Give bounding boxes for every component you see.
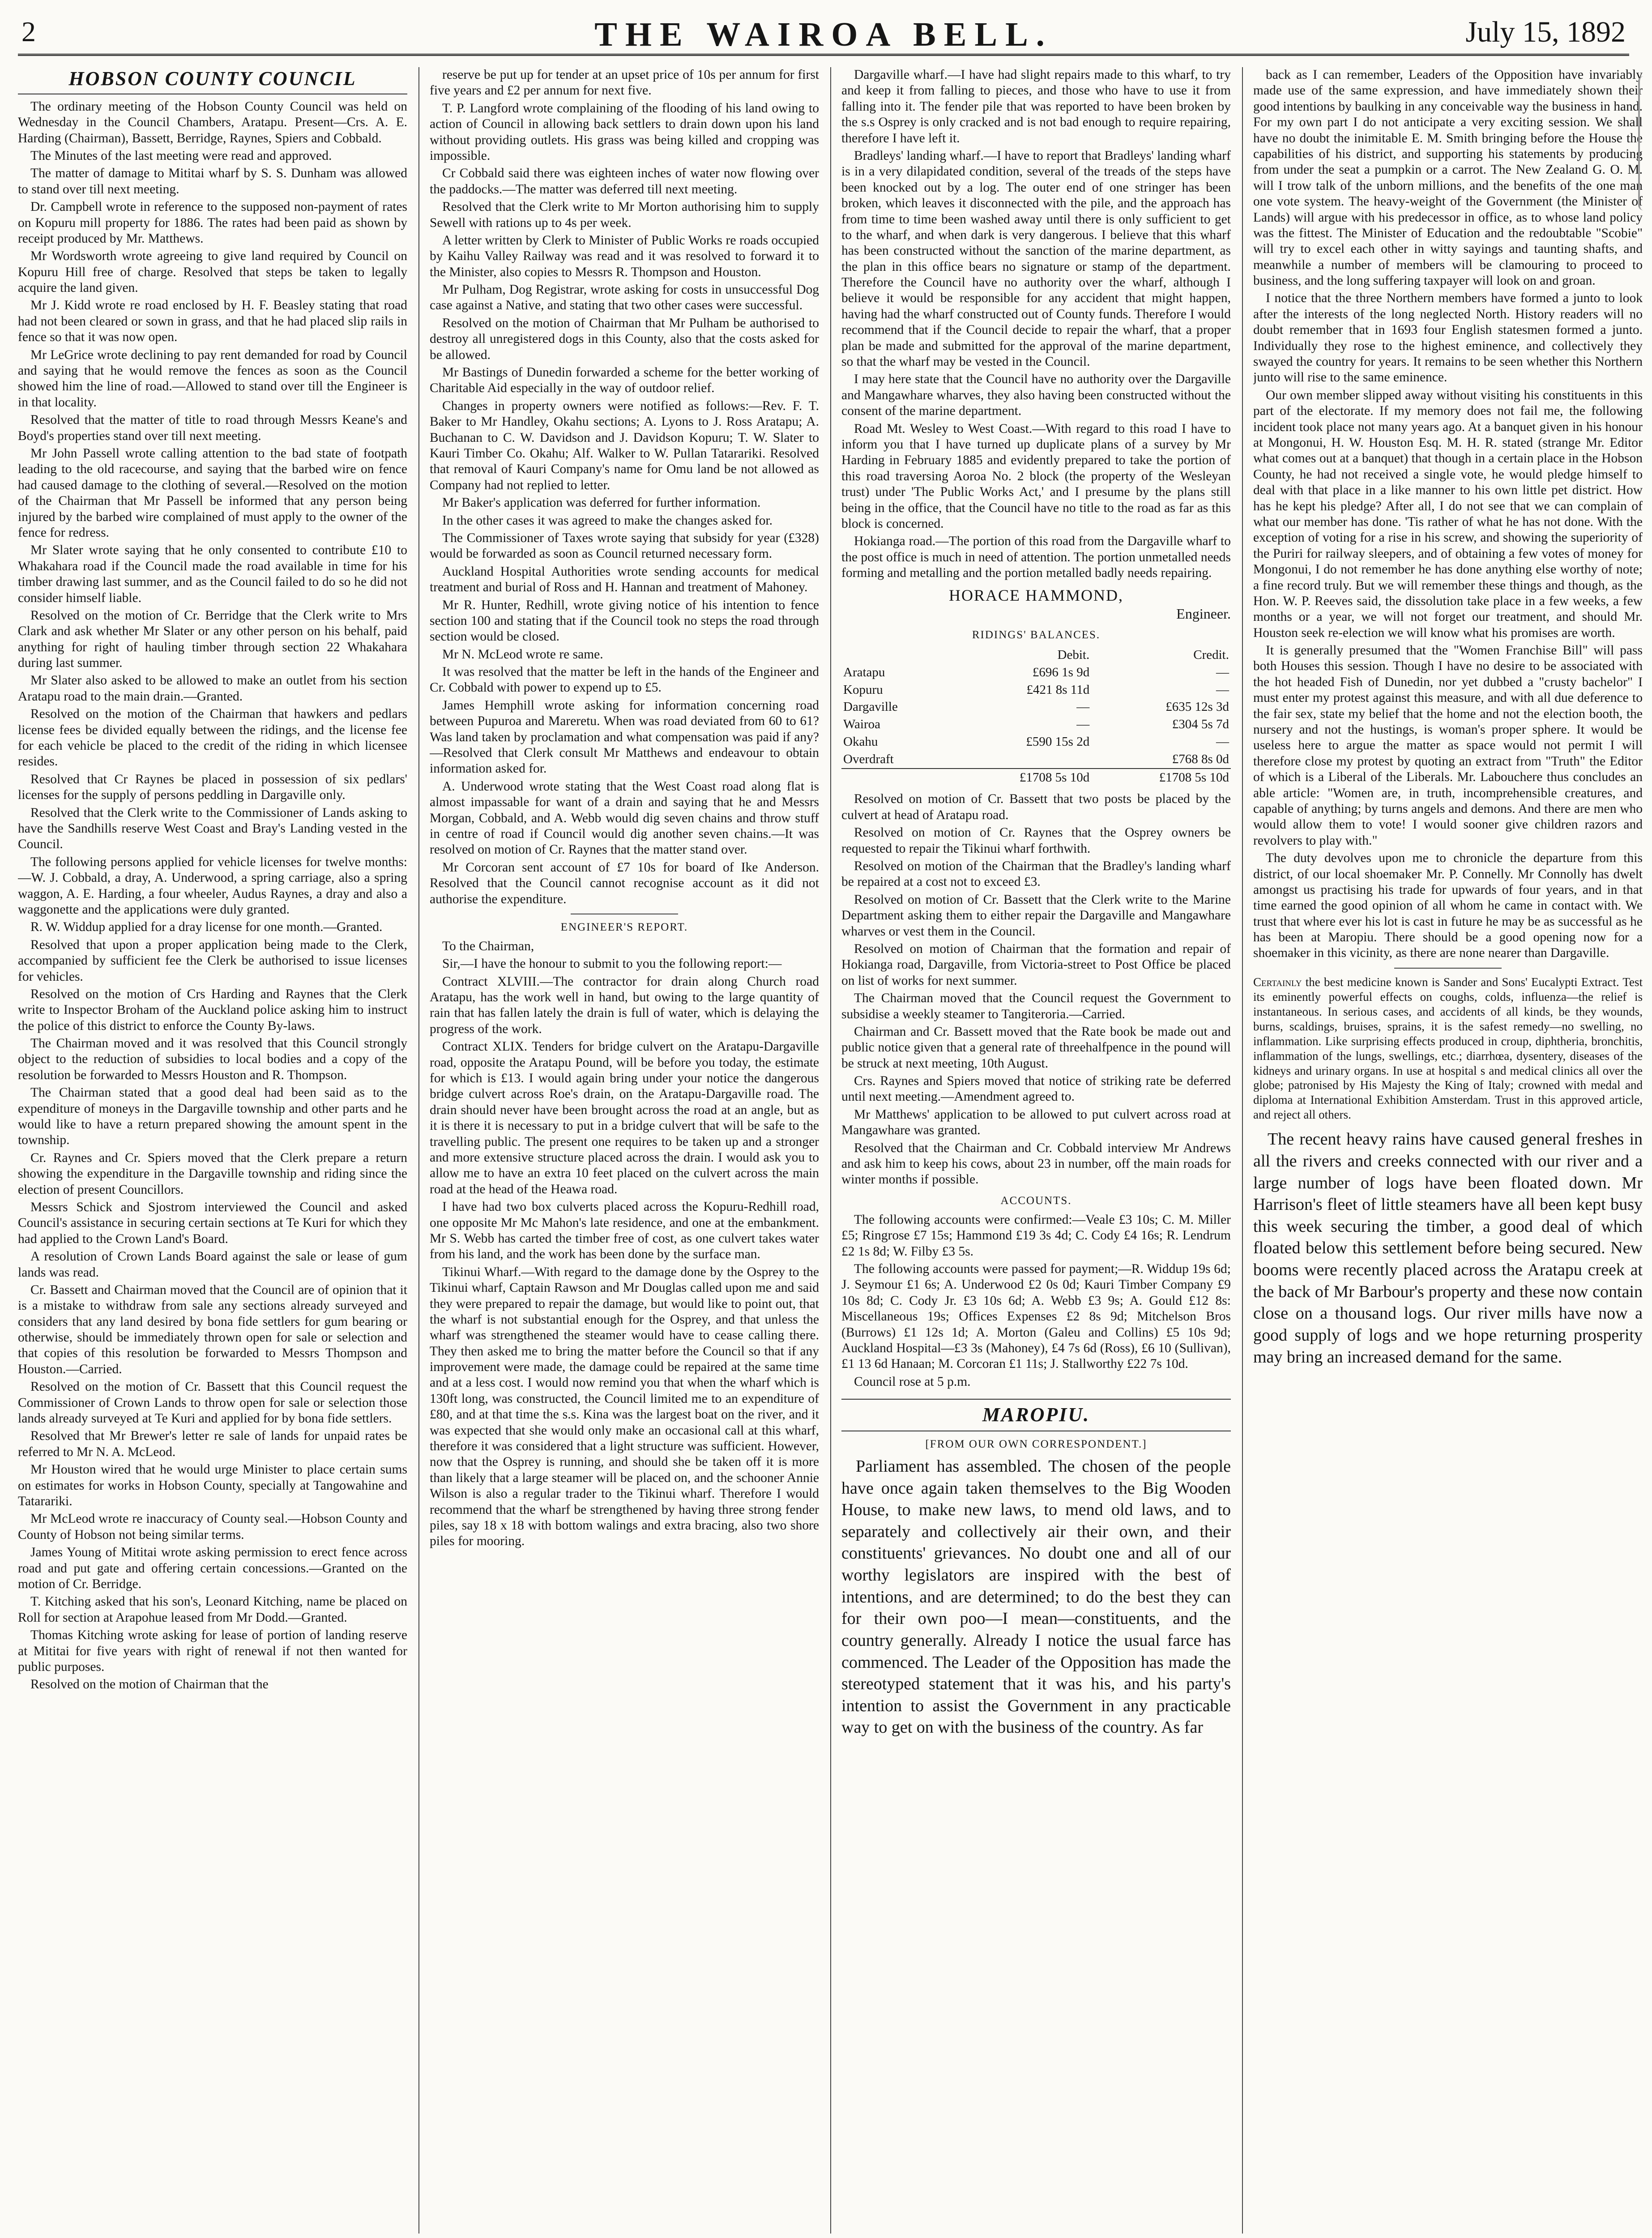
paragraph: The recent heavy rains have caused general freshes in all the rivers and creeks connected with our river and a large number of logs have been floated down. Mr Harrison's fleet of little steamers have all been kept busy this week securing the timber, a good deal of which floated below this settlement before being secured. New booms were recently placed across the Aratapu creek at the back of Mr Barbour's property and these now contain close on a thousand logs. Our river mills have now a good supply of logs and we hope returning prosperity may bring an increased demand for the same.	[1253, 1130, 1643, 1367]
paragraph: Auckland Hospital Authorities wrote sending accounts for medical treatment and burial of Ross and H. Hannan and treatment of Mahoney.	[430, 564, 819, 595]
column-rule	[1242, 67, 1243, 2234]
paragraph: T. Kitching asked that his son's, Leonard Kitching, name be placed on Roll for section at Arapohue leased from Mr Dodd.—Granted.	[18, 1594, 407, 1625]
paragraph: A letter written by Clerk to Minister of Public Works re roads occupied by Kaihu Valley Railway was read and it was resolved to forward it to the Minister, also copies to Messrs R. Thompson and Houston.	[430, 233, 819, 279]
paragraph: Mr Pulham, Dog Registrar, wrote asking for costs in unsuccessful Dog case against a Native, and stating that two other cases were successful.	[430, 282, 819, 313]
article-heading-hobson: HOBSON COUNTY COUNCIL	[18, 67, 407, 94]
paragraph: Sir,—I have the honour to submit to you the following report:—	[442, 957, 782, 971]
paragraph: Resolved on the motion of Chairman that Mr Pulham be authorised to destroy all unregistered dogs in this County, also that the costs asked for be allowed.	[430, 316, 819, 362]
paragraph: Resolved on the motion of the Chairman that hawkers and pedlars license fees be divided equally between the ridings, and the license fee for each vehicle be placed to the credit of the riding in which licensee resides.	[18, 707, 407, 769]
article-heading-maropiu: MAROPIU.	[841, 1399, 1231, 1431]
paragraph: Resolved that Mr Brewer's letter re sale of lands for unpaid rates be referred to Mr N. A. McLeod.	[18, 1429, 407, 1459]
table-header-cell	[841, 646, 952, 664]
paragraph: Resolved on the motion of Cr. Berridge that the Clerk write to Mrs Clark and ask whether Mr Slater or any other person on his behalf, paid anything for right of hauling timber through section 22 Whakahara during last summer.	[18, 608, 407, 671]
paragraph: The ordinary meeting of the Hobson County Council was held on Wednesday in the Council Chambers, Aratapu. Present—Crs. A. E. Harding (Chairman), Bassett, Berridge, Raynes, Spiers and Cobbald.	[18, 99, 407, 145]
table-cell-credit: —	[1216, 735, 1229, 749]
correspondent-line: [FROM OUR OWN CORRESPONDENT.]	[925, 1438, 1147, 1450]
paragraph: Resolved on the motion of Chairman that the	[30, 1677, 269, 1692]
paragraph: Resolved on motion of the Chairman that the Bradley's landing wharf be repaired at a cost not to exceed £3.	[841, 859, 1231, 889]
total-credit: £1708 5s 10d	[1091, 769, 1231, 786]
paragraph: Contract XLIX. Tenders for bridge culvert on the Aratapu-Dargaville road, opposite the Aratapu Pound, will be before you today, the estimate for which is £13. I would again bring under your notice the dangerous bridge culvert across Roe's drain, on the Aratapu-Dargaville road. The drain should never have been brought across the road at an angle, but as it is there it is necessary to put in a bridge culvert that will be safe to the travelling public. The present one requires to be taken up and a stronger and more extensive structure placed across the drain. I would ask you to allow me to have an extra 10 feet placed on the culvert across the main road at the head of the Heawa road.	[430, 1039, 819, 1196]
paragraph: Mr Slater wrote saying that he only consented to contribute £10 to Whakahara road if the Council made the road available in time for his timber drawing last summer, and as the Council failed to do so he did not consider himself liable.	[18, 543, 407, 605]
paragraph: Dargaville wharf.—I have had slight repairs made to this wharf, to try and keep it from falling to pieces, and those who have to use it from falling into it. The fender pile that was reported to have been broken by the s.s Osprey is only cracked and is not bad enough to require repairing, therefore I have left it.	[841, 68, 1231, 145]
paragraph: Mr N. McLeod wrote re same.	[442, 647, 603, 662]
table-body	[841, 664, 1231, 769]
paragraph: The following accounts were passed for payment;—R. Widdup 19s 6d; J. Seymour £1 6s; A. Underwood £2 0s 0d; Kauri Timber Company £9 10s 8d; C. Cody Jr. £3 10s 6d; A. Webb £3 9s; A. Gould £12 8s: Miscellaneous 19s; Offices Expenses £2 8s 9d; Mitchelson Bros (Burrows) £1 12s 1d; A. Morton (Galeu and Collins) £5 10s 9d; Auckland Hospital—£3 3s (Mahoney), £4 7s 6d (Ross), £6 10 (Sullivan), £1 13 6d Hanaan; M. Corcoran £1 11s; J. Stallworthy £22 7s 10d.	[841, 1262, 1231, 1371]
paragraph: In the other cases it was agreed to make the changes asked for.	[442, 513, 773, 528]
paragraph: Resolved that the Clerk write to the Commissioner of Lands asking to have the Sandhills reserve West Coast and Bray's Landing vested in the Council.	[18, 805, 407, 852]
paragraph: I notice that the three Northern members have formed a junto to look after the interests of the long neglected North. History readers will no doubt remember that in 1693 four English statesmen formed a junto. Individually they rose to the highest eminence, and collectively they swayed the country for years. It remains to be seen whether this Northern junto will rise to the same eminence.	[1253, 291, 1643, 385]
paragraph: It is generally presumed that the "Women Franchise Bill" will pass both Houses this session. Though I have no desire to be associated with the hot headed Fish of Dunedin, nor yet dubbed a "crusty bachelor" I must enter my protest against this measure, and with all due deference to the fair sex, state my belief that the home and not the election booth, the nursery and not the hustings, is woman's proper sphere. It would be useless here to argue the matter as space would not permit I will therefore close my protest by quoting an extract from "Truth" the Editor of which is a Liberal of the Liberals. Mr. Labouchere thus concludes an able article: "Women are, in truth, incomprehensible creatures, and capable of anything; by turns angels and demons. And there are men who would allow them to vote! I would sooner give children razors and revolvers to play with."	[1253, 643, 1643, 848]
table-cell-debit: £696 1s 9d	[1032, 665, 1090, 679]
engineer-signature: HORACE HAMMOND,	[948, 586, 1124, 604]
paragraph: It was resolved that the matter be left in the hands of the Engineer and Cr. Cobbald with power to expend up to £5.	[430, 665, 819, 695]
table-row	[841, 698, 1231, 716]
engineers-report-cont	[841, 67, 1231, 581]
accounts-heading: ACCOUNTS.	[1000, 1194, 1072, 1207]
column-2	[430, 67, 819, 2234]
table-total-row	[841, 769, 1231, 786]
paragraph: Resolved on motion of Cr. Raynes that the Osprey owners be requested to repair the Tikinui wharf forthwith.	[841, 825, 1231, 856]
paragraph: A resolution of Crown Lands Board against the sale or lease of gum lands was read.	[18, 1249, 407, 1280]
table-row	[841, 664, 1231, 681]
paragraph: Crs. Raynes and Spiers moved that notice of striking rate be deferred until next meeting.—Amendment agreed to.	[841, 1074, 1231, 1104]
paragraph: Mr Corcoran sent account of £7 10s for board of Ike Anderson. Resolved that the Council cannot recognise account as it did not authorise the expenditure.	[430, 860, 819, 906]
table-cell-name: Dargaville	[843, 700, 898, 714]
paragraph: Chairman and Cr. Bassett moved that the Rate book be made out and public notice given that a general rate of threehalfpence in the pound will be struck at next meeting, 10th August.	[841, 1024, 1231, 1071]
table-cell-name: Kopuru	[843, 682, 883, 697]
paragraph: Our own member slipped away without visiting his constituents in this part of the electorate. If my memory does not fail me, the following incident took place not many years ago. At a banquet given in his honour at Mongonui, H. W. Houston Esq. M. H. R. stated (strange Mr. Editor what comes out at a banquet) that though in a certain place in the Hobson County, he had not received a single vote, he would pledge himself to deal with that place in a like manner to his own little pet district. How has he kept his pledge? After all, I do not see that we can complain of what our member has done. 'Tis rather of what he has not done. With the exception of voting for a rise in his screw, and showing the superiority of the Puriri for railway sleepers, and of obtaining a few votes of money for Mongonui, I do not remember he has done anything else worthy of note; a fine record truly. But we will remember these things and though, as the Hon. W. P. Reeves said, the dissolution take place in a few weeks, a few months or a year, we will not forget our treatment, and should Mr. Houston seek re-election we will know what his promises are worth.	[1253, 388, 1643, 640]
paragraph: Dr. Campbell wrote in reference to the supposed non-payment of rates on Kopuru mill property for 1886. The rates had been paid as shown by receipt produced by Mr. Matthews.	[18, 200, 407, 246]
table-cell-debit: —	[1076, 700, 1090, 714]
article-body-hobson	[18, 99, 407, 1693]
paragraph: Road Mt. Wesley to West Coast.—With regard to this road I have to inform you that I have turned up duplicate plans of a survey by Mr Harding in February 1885 and evidently prepared to take the portion of this road traversing Aoroa No. 2 block (the property of the Wesleyan trust) under 'The Public Works Act,' and I presume by the plans still being in the office, that the Council have no title to the road as far as this block is concerned.	[841, 421, 1231, 531]
local-news-body	[1253, 1128, 1643, 1368]
paragraph: I may here state that the Council have no authority over the Dargaville and Mangawhare wharves, they also having been constructed without the consent of the marine department.	[841, 372, 1231, 419]
paragraph: The Chairman moved that the Council request the Government to subsidise a weekly steamer to Tangiteroria.—Carried.	[841, 991, 1231, 1021]
column-4	[1253, 67, 1643, 2234]
table-cell-name: Aratapu	[843, 665, 885, 679]
paragraph: Tikinui Wharf.—With regard to the damage done by the Osprey to the Tikinui wharf, Captain Rawson and Mr Douglas called upon me and said they were prepared to repair the damage, but would like to point out, that the wharf is not substantial enough for the Osprey, and that unless the wharf was strengthened the steamer would have to cease calling there. They then asked me to bring the matter before the Council so that if any improvement were made, the damage could be repaired at the same time and at a less cost. I would now remind you that when the wharf which is 130ft long, was constructed, the Council limited me to an expenditure of £80, and at that time the s.s. Kina was the largest boat on the river, and it was expected that she would only make an occasional call at this wharf, therefore it was considered that a light structure was sufficient. However, now that the Osprey is running, and should she be taken off it is more than likely that a large steamer will be placed on, and the schooner Annie Wilson is also a regular trader to the Tikinui wharf. Therefore I would recommend that the wharf be strengthened by having three strong fender piles, say 18 x 18 with bottom walings and extra bracing, also two shore piles for mooring.	[430, 1264, 819, 1549]
paragraph: To the Chairman,	[442, 939, 534, 953]
table-header-row	[841, 646, 1231, 664]
table-cell-name: Overdraft	[843, 752, 894, 766]
table-cell-name: Okahu	[843, 735, 878, 749]
section-separator	[1394, 968, 1502, 969]
paragraph: The Commissioner of Taxes wrote saying that subsidy for year (£328) would be forwarded as soon as Council returned necessary form.	[430, 530, 819, 561]
ad-text: the best medicine known is Sander and Sons' Eucalypti Extract. Test its eminently powerful effects on coughs, colds, influenza—the relief is instantaneous. In serious cases, and accidents of all kinds, be they wounds, burns, scaldings, bruises, sprains, it is the safest remedy—no swelling, no inflammation. Like surprising effects produced in croup, diphtheria, bronchitis, inflammation of the lungs, swellings, etc.; diarrhœa, dysentery, diseases of the kidneys and urinary organs. In use at hospital s and medical clinics all over the globe; patronised by His Majesty the King of Italy; crowned with medal and diploma at International Exhibition Amsterdam. Trust in this approved article, and reject all others.	[1253, 975, 1643, 1122]
paragraph: Thomas Kitching wrote asking for lease of portion of landing reserve at Mititai for five years with right of renewal if not then wanted for public purposes.	[18, 1628, 407, 1674]
table-cell-debit	[952, 751, 1091, 769]
table-header-cell: Credit.	[1193, 648, 1229, 662]
article-body-maropiu	[841, 1456, 1231, 1738]
article-body-maropiu-cont	[1253, 67, 1643, 961]
paragraph: Cr. Bassett and Chairman moved that the Council are of opinion that it is a mistake to withdraw from sale any sections already surveyed and considers that any land desired by bona fide settlers for gum bearing or otherwise, should be immediately thrown open for sale or selection and that copies of this resolution be forwarded to Messrs Thompson and Houston.—Carried.	[18, 1282, 407, 1376]
paragraph: Hokianga road.—The portion of this road from the Dargaville wharf to the post office is much in need of attention. The portion unmetalled needs forming and metalling and the portion metalled badly needs repairing.	[841, 534, 1231, 581]
table-cell-credit: £635 12s 3d	[1165, 700, 1229, 714]
paragraph: Mr Baker's application was deferred for further information.	[442, 495, 761, 510]
paragraph: Cr Cobbald said there was eighteen inches of water now flowing over the paddocks.—The matter was deferred till next meeting.	[430, 166, 819, 196]
table-cell-debit: £590 15s 2d	[1026, 735, 1090, 749]
table-row	[841, 716, 1231, 733]
paragraph: Messrs Schick and Sjostrom interviewed the Council and asked Council's assistance in securing certain sections at Te Kuri for which they had applied to the Crown Land's Board.	[18, 1200, 407, 1246]
paragraph: back as I can remember, Leaders of the Opposition have invariably made use of the same expression, and have immediately shown their good intentions by baulking in any conceivable way the business in hand. For my own part I do not anticipate a very exciting session. We shall have no doubt the inimitable E. M. Smith bringing before the House the capabilities of his district, and supporting his statements by producing from under the seat a pumpkin or a carrot. The New Zealand G. O. M. will I trow talk of the unborn millions, and the benefits of the one man one vote system. The heavy-weight of the Government (the Minister of Lands) will argue with his predecessor in office, as to whose land policy was the fittest. The Minister of Education and the redoubtable "Scobie" will try to excel each other in witty sayings and taunting shafts, and meanwhile a number of members will be clamouring to proceed to business, and the long suffering taxpayer will look on and groan.	[1253, 68, 1643, 288]
paragraph: Resolved on motion of Cr. Bassett that two posts be placed by the culvert at head of Aratapu road.	[841, 792, 1231, 822]
paragraph: I have had two box culverts placed across the Kopuru-Redhill road, one opposite Mr Mc Mahon's late residence, and one at the embankment. Mr S. Webb has carted the timber free of cost, as one culvert takes water from his land, and the work has been done by the surface man.	[430, 1200, 819, 1262]
paragraph: James Young of Mititai wrote asking permission to erect fence across road and put gate and offering certain concessions.—Granted on the motion of Cr. Berridge.	[18, 1545, 407, 1591]
paragraph: Mr Bastings of Dunedin forwarded a scheme for the better working of Charitable Aid especially in the way of outdoor relief.	[430, 365, 819, 396]
page-number: 2	[21, 16, 36, 47]
newspaper-title: THE WAIROA BELL.	[594, 16, 1053, 53]
paragraph: Mr J. Kidd wrote re road enclosed by H. F. Beasley stating that road had not been cleared or sown in grass, and that he had placed slip rails in fence so that it was now open.	[18, 298, 407, 345]
paragraph: A. Underwood wrote stating that the West Coast road along flat is almost impassable for want of a drain and saying that he and Messrs Morgan, Cobbald, and A. Webb would dig seven chains and throw stuff in centre of road if Council would dig another seven chains.—It was resolved on motion of Cr. Raynes that the matter stand over.	[430, 779, 819, 857]
page-edge-mark	[1638, 76, 1649, 210]
paragraph: Mr Slater also asked to be allowed to make an outlet from his section Aratapu road to the main drain.—Granted.	[18, 673, 407, 704]
paragraph: Mr LeGrice wrote declining to pay rent demanded for road by Council and saying that he would remove the fences as soon as the Council showed him the line of road.—Allowed to stand over till the Engineer is in that locality.	[18, 347, 407, 410]
paragraph: Mr John Passell wrote calling attention to the bad state of footpath leading to the old racecourse, and saying that the barbed wire on fence had caused damage to the clothing of several.—Resolved on the motion of the Chairman that Mr Passell be informed that any person being injured by the barbed wire complained of must apply to the owner of the fence for redress.	[18, 446, 407, 540]
paragraph: Mr Wordsworth wrote agreeing to give land required by Council on Kopuru Hill free of charge. Resolved that steps be taken to legally acquire the land given.	[18, 249, 407, 295]
paragraph: The following persons applied for vehicle licenses for twelve months:—W. J. Cobbald, a dray, A. Underwood, a spring carriage, also a spring waggon, A. E. Harding, a four wheeler, Audus Raynes, a dray and also a waggonette and the applications were duly granted.	[18, 854, 407, 917]
paragraph: Changes in property owners were notified as follows:—Rev. F. T. Baker to Mr Handley, Okahu sections; A. Lyons to J. Ross Aratapu; A. Buchanan to C. W. Davidson and J. Davidson Kopuru; T. W. Slater to Kauri Timber Co. Okahu; Alf. Walker to W. Pullan Tatarariki. Resolved that removal of Kauri Company's name for Omu land be not allowed as Company had not replied to letter.	[430, 398, 819, 492]
balances-heading: RIDINGS' BALANCES.	[972, 629, 1101, 641]
paragraph: The matter of damage to Mititai wharf by S. S. Dunham was allowed to stand over till next meeting.	[18, 166, 407, 196]
paragraph: Resolved that upon a proper application being made to the Clerk, accompanied by sufficient fee the Clerk be authorised to issue licenses for vehicles.	[18, 937, 407, 984]
paragraph: The Chairman moved and it was resolved that this Council strongly object to the reduction of subsidies to local bodies and a copy of the resolution be forwarded to Messrs Houston and R. Thompson.	[18, 1036, 407, 1082]
table-row	[841, 733, 1231, 751]
ridings-balances-table	[841, 646, 1231, 786]
table-cell-credit: —	[1216, 665, 1229, 679]
article-body-hobson-cont	[430, 67, 819, 907]
paragraph: R. W. Widdup applied for a dray license for one month.—Granted.	[30, 920, 383, 935]
paragraph: The Chairman stated that a good deal had been said as to the expenditure of moneys in the Dargaville township and other parts and he would like to have a return prepared showing the amount spent in the township.	[18, 1085, 407, 1148]
paragraph: Mr Matthews' application to be allowed to put culvert across road at Mangawhare was granted.	[841, 1107, 1231, 1138]
engineers-report-body	[430, 939, 819, 1550]
table-cell-debit: £421 8s 11d	[1026, 682, 1090, 697]
paragraph: Resolved on the motion of Cr. Bassett that this Council request the Commissioner of Crown Lands to throw open for sale or selection those lands already surveyed at Te Kuri and applied for by bona fide settlers.	[18, 1380, 407, 1426]
paragraph: Mr Houston wired that he would urge Minister to place certain sums on estimates for works in Hobson County, specially at Tangowahine and Tatarariki.	[18, 1462, 407, 1508]
column-rule	[418, 67, 419, 2234]
masthead	[18, 13, 1629, 56]
table-cell-debit: —	[1076, 717, 1090, 732]
paragraph: Resolved that the Clerk write to Mr Morton authorising him to supply Sewell with rations up to 4s per week.	[430, 200, 819, 230]
column-1	[18, 67, 407, 2234]
paragraph: Mr R. Hunter, Redhill, wrote giving notice of his intention to fence section 100 and stating that if the Council took no steps the road through section would be closed.	[430, 598, 819, 644]
paragraph: Parliament has assembled. The chosen of the people have once again taken themselves to the Big Wooden House, to make new laws, to mend old laws, and to separately and collectively air their own, and their constituents' grievances. No doubt one and all of our worthy legislators are inspired with the best of intentions, and are determined; to do the best they can for their own poo—I mean—constituents, and the country generally. Already I notice the usual farce has commenced. The Leader of the Opposition has made the stereotyped statement that it was his, and his party's intention to assist the Government in any practicable way to get on with the business of the country. As far	[841, 1456, 1231, 1737]
paragraph: Council rose at 5 p.m.	[854, 1374, 971, 1389]
column-rule	[830, 67, 831, 2234]
paragraph: Cr. Raynes and Cr. Spiers moved that the Clerk prepare a return showing the expenditure in the Dargaville township and riding since the election of present Councillors.	[18, 1150, 407, 1197]
table-cell-credit: —	[1216, 682, 1229, 697]
table-header-cell: Debit.	[1057, 648, 1090, 662]
table-cell-credit: £304 5s 7d	[1172, 717, 1229, 732]
column-3	[841, 67, 1231, 2234]
paragraph: Resolved on the motion of Crs Harding and Raynes that the Clerk write to Inspector Broham of the Auckland police asking him to instruct the police of this district to enforce the County By-laws.	[18, 987, 407, 1033]
issue-date: July 15, 1892	[1465, 16, 1626, 48]
paragraph: reserve be put up for tender at an upset price of 10s per annum for first five years and £2 per annum for next five.	[430, 68, 819, 98]
accounts-body	[841, 1212, 1231, 1390]
paragraph: Bradleys' landing wharf.—I have to report that Bradleys' landing wharf is in a very dilapidated condition, several of the treads of the steps have been knocked out by a log. The outer end of one stringer has been broken, which leaves it disconnected with the pile, and the approach has from time to time been washed away until there is only sufficient to get to the wharf, and when dark is very dangerous. I believe that this wharf has been constructed without the sanction of the marine department, as the plan in this office bears no signature or stamp of the department. Therefore the Council have no authority over the wharf, although I believe it would be responsible for any accident that might happen, having had the wharf constructed out of County funds. Therefore I would recommend that if the Council decide to repair the wharf, that a proper plan be made and submitted for the approval of the marine department, so that the wharf may be vested in the Council.	[841, 148, 1231, 369]
paragraph: T. P. Langford wrote complaining of the flooding of his land owing to action of Council in allowing back settlers to drain down upon his land without providing outlets. His grass was being killed and cropping was impossible.	[430, 101, 819, 163]
engineer-title: Engineer.	[1176, 605, 1231, 622]
advertisement-eucalypti	[1253, 975, 1643, 1122]
table-cell-name: Wairoa	[843, 717, 881, 732]
total-debit: £1708 5s 10d	[952, 769, 1091, 786]
paragraph: Resolved that the Chairman and Cr. Cobbald interview Mr Andrews and ask him to keep his cows, about 23 in number, off the main roads for winter months if possible.	[841, 1140, 1231, 1187]
paragraph: The following accounts were confirmed:—Veale £3 10s; C. M. Miller £5; Ringrose £7 15s; Hammond £19 3s 4d; C. Cody £4 16s; R. Lendrum £2 1s 8d; W. Filby £3 5s.	[841, 1212, 1231, 1259]
table-cell-credit: £768 8s 0d	[1172, 752, 1229, 766]
paragraph: James Hemphill wrote asking for information concerning road between Pupuroa and Mareretu. When was road deviated from 60 to 61? Was land taken by proclamation and what compensation was paid if any?—Resolved that Clerk consult Mr Matthews and endeavour to obtain information asked for.	[430, 698, 819, 776]
engineers-report-heading: ENGINEER'S REPORT.	[560, 921, 688, 933]
paragraph: The duty devolves upon me to chronicle the departure from this district, of our local shoemaker Mr. P. Connelly. Mr Connolly has dwelt amongst us practising his trade for upwards of four years, and in that time earned the good opinion of all whom he came in contact with. We trust that where ever his lot is cast in future he may be as successful as he has been at Maropiu. There should be a good opening now for a shoemaker in this vicinity, as there are none nearer than Dargaville.	[1253, 851, 1643, 961]
table-row	[841, 681, 1231, 699]
paragraph: Resolved on motion of Cr. Bassett that the Clerk write to the Marine Department asking them to either repair the Dargaville and Mangawhare wharves or vest them in the Council.	[841, 892, 1231, 939]
paragraph: Resolved that Cr Raynes be placed in possession of six pedlars' licenses for the supply of persons peddling in Dargaville only.	[18, 772, 407, 803]
table-row	[841, 751, 1231, 769]
paragraph: Contract XLVIII.—The contractor for drain along Church road Aratapu, has the work well in hand, but owing to the large quantity of rain that has fallen lately the drain is full of water, which is delaying the progress of the work.	[430, 974, 819, 1036]
paragraph: Resolved on motion of Chairman that the formation and repair of Hokianga road, Dargaville, from Victoria-street to Post Office be placed on list of works for next summer.	[841, 941, 1231, 988]
paragraph: Resolved that the matter of title to road through Messrs Keane's and Boyd's properties stand over till next meeting.	[18, 413, 407, 443]
council-resolutions	[841, 791, 1231, 1187]
ad-lead-word: Certainly	[1253, 975, 1302, 989]
paragraph: Mr McLeod wrote re inaccuracy of County seal.—Hobson County and County of Hobson not being similar terms.	[18, 1512, 407, 1542]
paragraph: The Minutes of the last meeting were read and approved.	[30, 148, 332, 163]
